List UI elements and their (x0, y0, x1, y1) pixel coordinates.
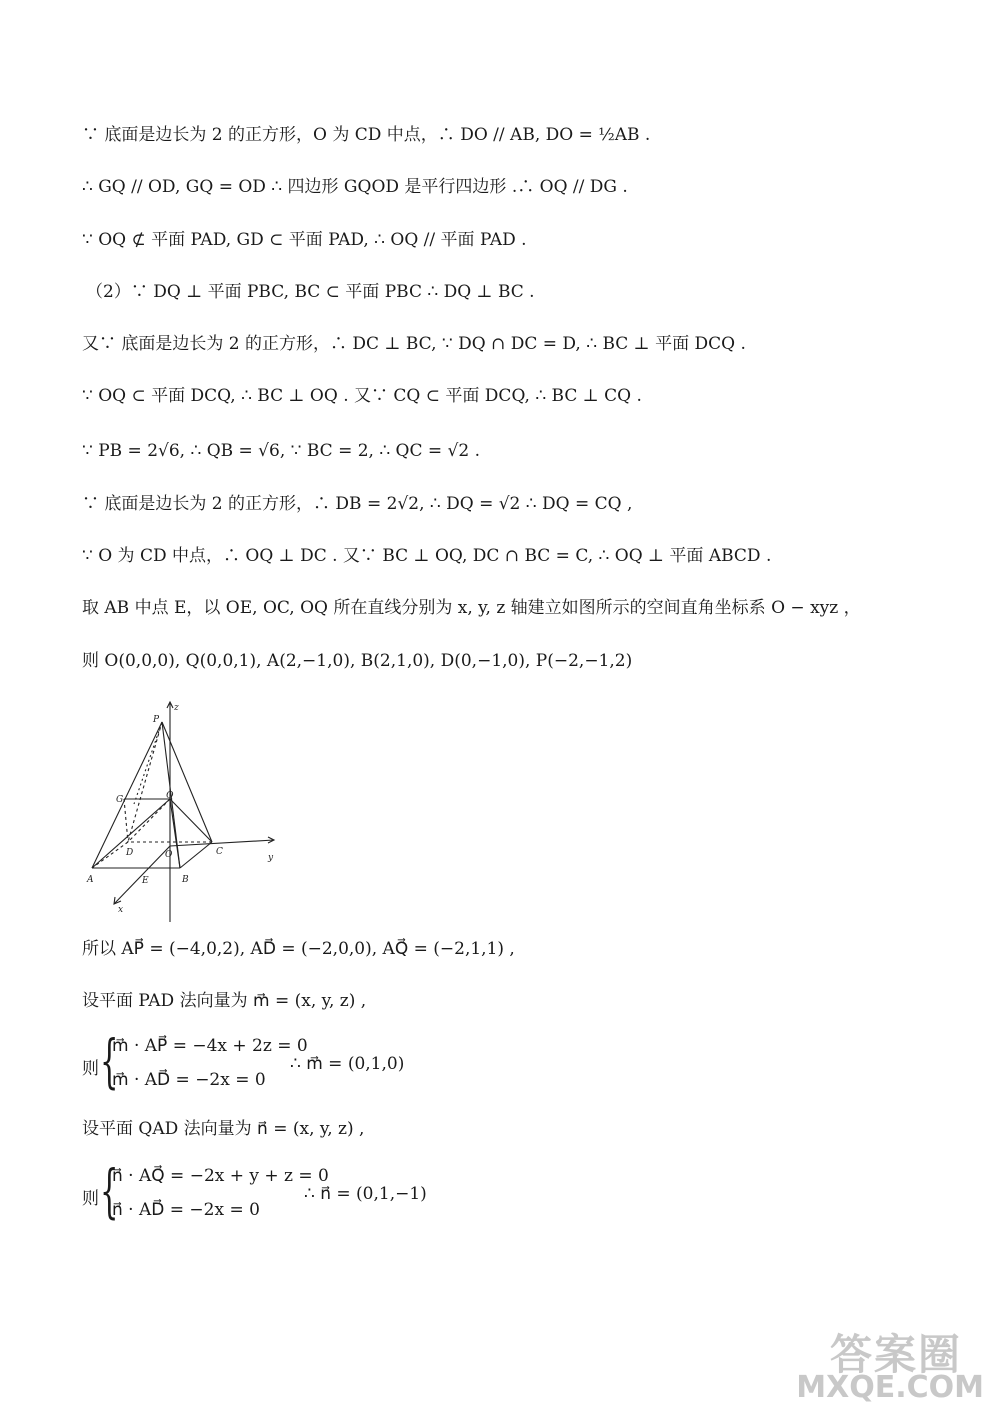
text-line-1: ∵ 底面是边长为 2 的正方形，O 为 CD 中点，∴ DO // AB, DO = ½AB . (82, 125, 651, 145)
label-B: B (182, 875, 189, 885)
label-z-axis: z (174, 703, 179, 713)
edge-PA (92, 722, 162, 868)
system-equation-1: m⃗ · AP⃗ = −4x + 2z = 0 (112, 1036, 308, 1056)
pyramid-coordinate-figure (82, 692, 282, 922)
text-line-3: ∵ OQ ⊄ 平面 PAD, GD ⊂ 平面 PAD, ∴ OQ // 平面 PAD . (82, 230, 527, 250)
label-C: C (216, 847, 223, 857)
watermark-logo (796, 1320, 990, 1410)
text-line-9: ∵ O 为 CD 中点，∴ OQ ⊥ DC . 又∵ BC ⊥ OQ, DC ∩ BC = C, ∴ OQ ⊥ 平面 ABCD . (82, 546, 772, 566)
system-equation-2: m⃗ · AD⃗ = −2x = 0 (112, 1070, 266, 1090)
x-axis (114, 846, 170, 904)
label-x-axis: x (118, 905, 124, 915)
text-line-10: 取 AB 中点 E，以 OE, OC, OQ 所在直线分别为 x, y, z 轴建立如图所示的空间直角坐标系 O − xyz ， (82, 598, 861, 618)
label-O: O (165, 850, 173, 860)
system-then-label: 则 (82, 1059, 99, 1079)
text-line-13: 设平面 PAD 法向量为 m⃗ = (x, y, z) , (82, 991, 367, 1011)
text-line-8: ∵ 底面是边长为 2 的正方形，∴ DB = 2√2, ∴ DQ = √2 ∴ DQ = CQ , (82, 494, 633, 514)
text-line-11: 则 O(0,0,0), Q(0,0,1), A(2,−1,0), B(2,1,0), D(0,−1,0), P(−2,−1,2) (82, 651, 633, 671)
system-result: ∴ m⃗ = (0,1,0) (290, 1054, 405, 1074)
left-brace-icon: { (100, 1027, 119, 1095)
label-A: A (87, 875, 94, 885)
text-line-6: ∵ OQ ⊂ 平面 DCQ, ∴ BC ⊥ OQ . 又∵ CQ ⊂ 平面 DCQ, ∴ BC ⊥ CQ . (82, 386, 642, 406)
system-then-label: 则 (82, 1189, 99, 1209)
label-D: D (126, 848, 134, 858)
pyramid-diagram (82, 692, 282, 922)
system-equation-1: n⃗ · AQ⃗ = −2x + y + z = 0 (112, 1166, 329, 1186)
text-line-4: （2）∵ DQ ⊥ 平面 PBC, BC ⊂ 平面 PBC ∴ DQ ⊥ BC . (86, 282, 535, 302)
edge-BC (180, 842, 212, 868)
system-result: ∴ n⃗ = (0,1,−1) (304, 1184, 427, 1204)
text-line-7: ∵ PB = 2√6, ∴ QB = √6, ∵ BC = 2, ∴ QC = √2 . (82, 441, 481, 461)
label-E: E (142, 876, 149, 886)
text-line-5: 又∵ 底面是边长为 2 的正方形，∴ DC ⊥ BC, ∵ DQ ∩ DC = D, ∴ BC ⊥ 平面 DCQ . (82, 334, 746, 354)
label-P: P (153, 715, 160, 725)
system-equation-2: n⃗ · AD⃗ = −2x = 0 (112, 1200, 260, 1220)
label-y-axis: y (268, 853, 274, 863)
label-G: G (116, 795, 124, 805)
left-brace-icon: { (100, 1157, 119, 1225)
text-line-12: 所以 AP⃗ = (−4,0,2), AD⃗ = (−2,0,0), AQ⃗ = (−2,1,1) , (82, 939, 515, 959)
edge-DA (92, 842, 128, 868)
watermark-url: MXQE.COM (796, 1370, 984, 1405)
label-Q: Q (166, 791, 174, 801)
dashed-P-line (134, 722, 162, 804)
y-axis (170, 840, 274, 846)
text-line-2: ∴ GQ // OD, GQ = OD ∴ 四边形 GQOD 是平行四边形 .∴ OQ // DG . (82, 177, 628, 197)
watermark-title: 答案圈 (829, 1330, 962, 1379)
text-line-14: 设平面 QAD 法向量为 n⃗ = (x, y, z) , (82, 1119, 365, 1139)
segment-GD (124, 799, 128, 842)
